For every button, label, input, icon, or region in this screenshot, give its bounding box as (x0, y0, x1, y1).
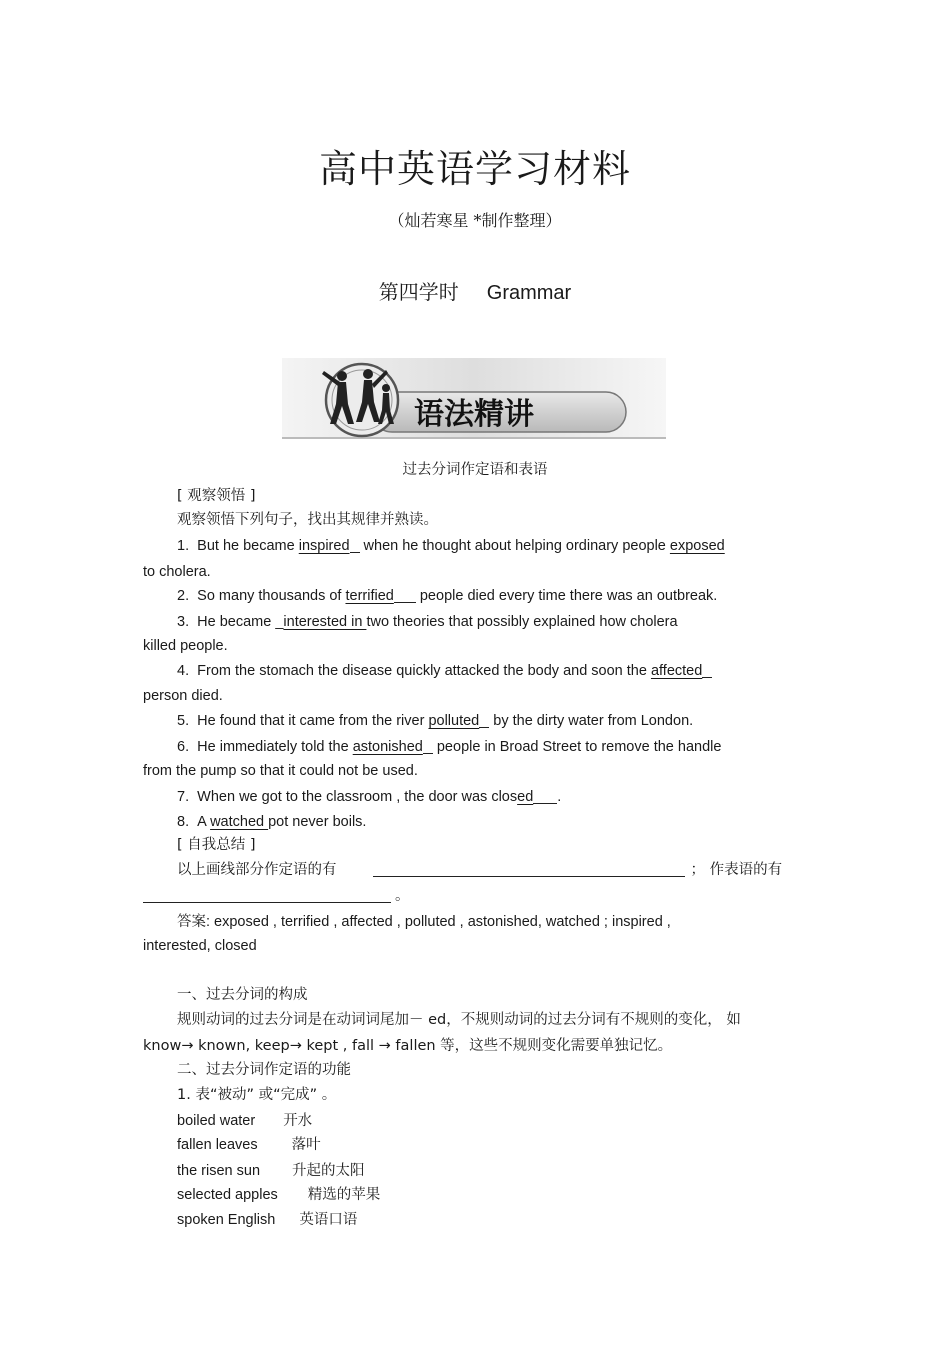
answer-blank (479, 712, 489, 728)
sentence-text: when he thought about helping ordinary people (359, 538, 670, 554)
sentence-5 (177, 711, 693, 731)
example-chinese: 升起的太阳 (292, 1163, 365, 1179)
sentence-text: When we got to the classroom , the door was clos (197, 789, 518, 805)
grammar-banner (282, 358, 666, 442)
observe-label: [ 观察领悟 ] (177, 488, 256, 504)
answer-blank (350, 537, 360, 553)
example-english: selected apples (177, 1187, 278, 1203)
section-heading: 过去分词作定语和表语 (402, 462, 548, 478)
sentence-text: He found that it came from the river (197, 713, 429, 729)
answer-blank (423, 738, 433, 754)
lesson-heading (0, 276, 950, 305)
underlined-word: interested in (283, 614, 367, 630)
sentence-number: 2. (177, 588, 190, 604)
answer-blank (533, 788, 557, 804)
answer-blank (373, 861, 685, 877)
sentence-text: A (197, 814, 211, 830)
example-english: fallen leaves (177, 1137, 258, 1153)
example-chinese: 落叶 (291, 1137, 321, 1153)
sentence-number: 5. (177, 713, 190, 729)
sentence-6-continued: from the pump so that it could not be used. (143, 763, 418, 779)
sentence-number: 3. (177, 614, 190, 630)
sentence-text: He immediately told the (197, 739, 353, 755)
example-chinese: 开水 (283, 1113, 313, 1129)
sentence-4 (177, 661, 712, 681)
example-english: boiled water (177, 1113, 256, 1129)
sentence-4-continued: person died. (143, 688, 223, 704)
underlined-word: affected (650, 663, 703, 679)
sentence-number: 7. (177, 789, 190, 805)
sentence-text: pot never boils. (268, 814, 367, 830)
part-1-heading: 一、过去分词的构成 (177, 987, 308, 1003)
example-english: spoken English (177, 1212, 276, 1228)
example-row (177, 1210, 357, 1230)
underlined-word: watched (210, 814, 269, 830)
sentence-number: 1. (177, 538, 190, 554)
underlined-word: astonished (352, 739, 423, 755)
banner-title: 语法精讲 (414, 397, 534, 432)
part-2-point-1: 1. 表“被动” 或“完成” 。 (177, 1087, 337, 1103)
sentence-text: From the stomach the disease quickly attacked the body and soon the (197, 663, 651, 679)
summary-line-2 (143, 886, 410, 906)
answer-blank (702, 662, 712, 678)
sentence-text: people died every time there was an outbreak. (415, 588, 718, 604)
underlined-word: terrified (345, 588, 394, 604)
sentence-1 (177, 536, 725, 556)
example-chinese: 英语口语 (299, 1212, 358, 1228)
underlined-word: ed (517, 789, 534, 805)
sentence-number: 6. (177, 739, 190, 755)
underlined-word: exposed (669, 538, 725, 554)
example-row (177, 1185, 380, 1205)
sentence-text: two theories that possibly explained how cholera (366, 614, 678, 630)
summary-label: [ 自我总结 ] (177, 837, 256, 853)
example-row (177, 1135, 321, 1155)
example-row (177, 1111, 312, 1131)
part-2-heading: 二、过去分词作定语的功能 (177, 1062, 351, 1078)
example-row (177, 1161, 365, 1181)
summary-text: 。 (395, 888, 410, 904)
sentence-text: So many thousands of (197, 588, 346, 604)
summary-line-1 (177, 860, 782, 880)
sentence-7 (177, 787, 561, 807)
answer-line-2: interested, closed (143, 938, 257, 954)
answer-blank (143, 887, 391, 903)
observe-instruction: 观察领悟下列句子，找出其规律并熟读。 (177, 512, 438, 528)
sentence-3-continued: killed people. (143, 638, 228, 654)
answer-blank (394, 587, 416, 603)
lesson-topic: Grammar (486, 282, 572, 304)
sentence-3 (177, 612, 678, 632)
summary-text: ； 作表语的有 (690, 862, 783, 878)
sentence-number: 8. (177, 814, 190, 830)
document-subtitle: （灿若寒星 *制作整理） (388, 211, 562, 230)
example-chinese: 精选的苹果 (307, 1187, 381, 1203)
part-1-line-1: 规则动词的过去分词是在动词词尾加－ ed，不规则动词的过去分词有不规则的变化， 如 (177, 1012, 741, 1028)
sentence-text: But he became (197, 538, 299, 554)
sentence-text: people in Broad Street to remove the handle (432, 739, 722, 755)
sentence-6 (177, 737, 721, 757)
sentence-text: He became _ (197, 614, 284, 630)
sentence-text: . (557, 789, 562, 805)
sentence-8 (177, 812, 366, 832)
sentence-2 (177, 586, 717, 606)
underlined-word: polluted (428, 713, 480, 729)
document-title: 高中英语学习材料 (318, 147, 631, 191)
answer-line-1: 答案: exposed , terrified , affected , polluted , astonished, watched ; inspired , (177, 914, 671, 930)
lesson-number: 第四学时 (378, 280, 459, 304)
example-english: the risen sun (177, 1163, 261, 1179)
summary-text: 以上画线部分作定语的有 (177, 862, 337, 878)
sentence-1-continued: to cholera. (143, 564, 211, 580)
underlined-word: inspired (298, 538, 350, 554)
sentence-number: 4. (177, 663, 190, 679)
sentence-text: by the dirty water from London. (489, 713, 694, 729)
part-1-line-2: know→ known, keep→ kept , fall → fallen 等，这些不规则变化需要单独记忆。 (143, 1038, 673, 1054)
